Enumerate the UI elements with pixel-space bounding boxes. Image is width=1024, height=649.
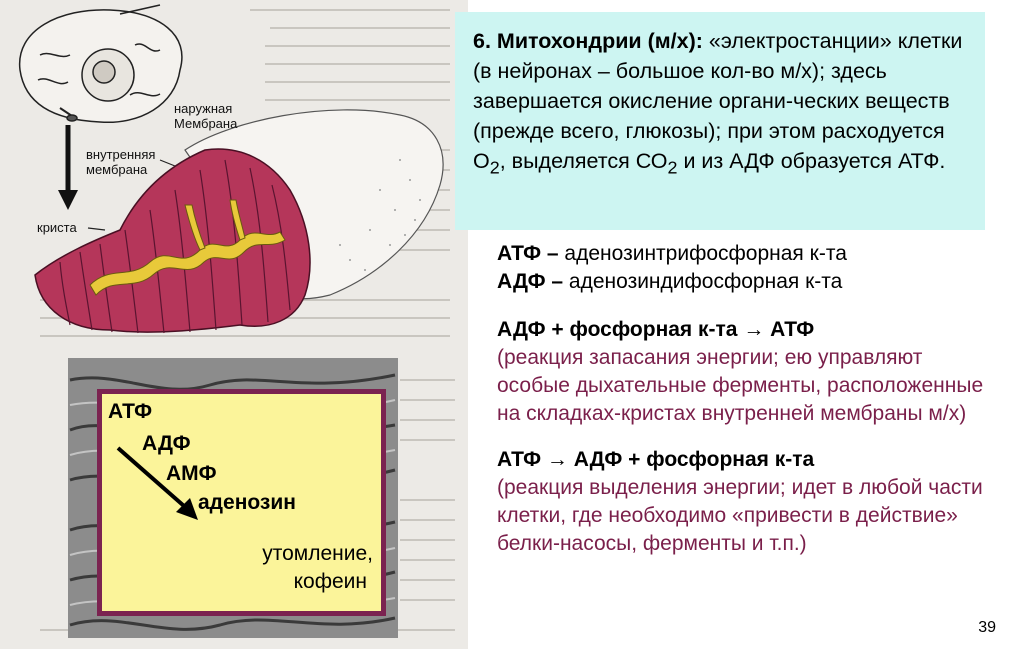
reaction-2-note: (реакция выделения энергии; идет в любой части клетки, где необходимо «привести в действие» белки-насосы, ферменты и т.п.) [497, 476, 983, 555]
down-arrow-icon [58, 125, 78, 210]
reaction-2-right: АДФ + фосфорная к-та [567, 448, 815, 471]
callout-title: 6. Митохондрии (м/х): [473, 29, 703, 53]
definition-adp-term: АДФ – [497, 270, 564, 293]
callout-subscript-1: 2 [489, 157, 500, 178]
definition-atp-term: АТФ – [497, 242, 559, 265]
label-outer-membrane: наружная Мембрана [174, 101, 238, 131]
formulas-section [497, 240, 1017, 558]
page-number: 39 [978, 619, 996, 636]
box-note-fatigue: утомление, [262, 542, 373, 565]
reaction-1-note: (реакция запасания энергии; ею управляют особые дыхательные ферменты, расположенные на складках-кристах внутренней мембраны м/х) [497, 346, 984, 425]
definition-adp [497, 268, 1017, 296]
box-item-adenosine: аденозин [198, 491, 296, 514]
box-item-adp: АДФ [142, 432, 191, 455]
cell-sketch [20, 5, 182, 122]
box-item-amp: АМФ [166, 462, 217, 485]
box-note-caffeine: кофеин [293, 570, 367, 593]
reaction-1-right: АТФ [764, 318, 815, 341]
reaction-2 [497, 446, 1017, 558]
callout-text-1: «электростанции» клетки (в нейронах – большое кол-во м/х); здесь завершается окисление органи-ческих веществ (прежде всего, глюкозы); при этом расходуется О [473, 29, 963, 173]
reaction-2-equation [497, 446, 1017, 474]
callout-text-3: и из АДФ образуется АТФ. [677, 149, 946, 173]
atp-breakdown-box [97, 389, 386, 616]
mitochondria-callout [455, 12, 985, 230]
callout-subscript-2: 2 [667, 157, 678, 178]
reaction-1-arrow: → [743, 318, 765, 341]
definition-atp [497, 240, 1017, 268]
label-inner-membrane: внутренняя мембрана [86, 147, 156, 177]
definition-atp-desc: аденозинтрифосфорная к-та [558, 242, 847, 265]
reaction-1-left: АДФ + фосфорная к-та [497, 318, 744, 341]
box-item-atp: АТФ [108, 400, 153, 423]
label-crista: криста [37, 220, 77, 235]
reaction-1-equation [497, 316, 1017, 344]
callout-text-2: , выделяется СО [499, 149, 668, 173]
reaction-2-arrow: → [546, 448, 568, 471]
definition-adp-desc: аденозиндифосфорная к-та [563, 270, 843, 293]
reaction-1 [497, 316, 1017, 428]
diagonal-arrow-icon [116, 446, 206, 526]
reaction-2-left: АТФ [497, 448, 547, 471]
